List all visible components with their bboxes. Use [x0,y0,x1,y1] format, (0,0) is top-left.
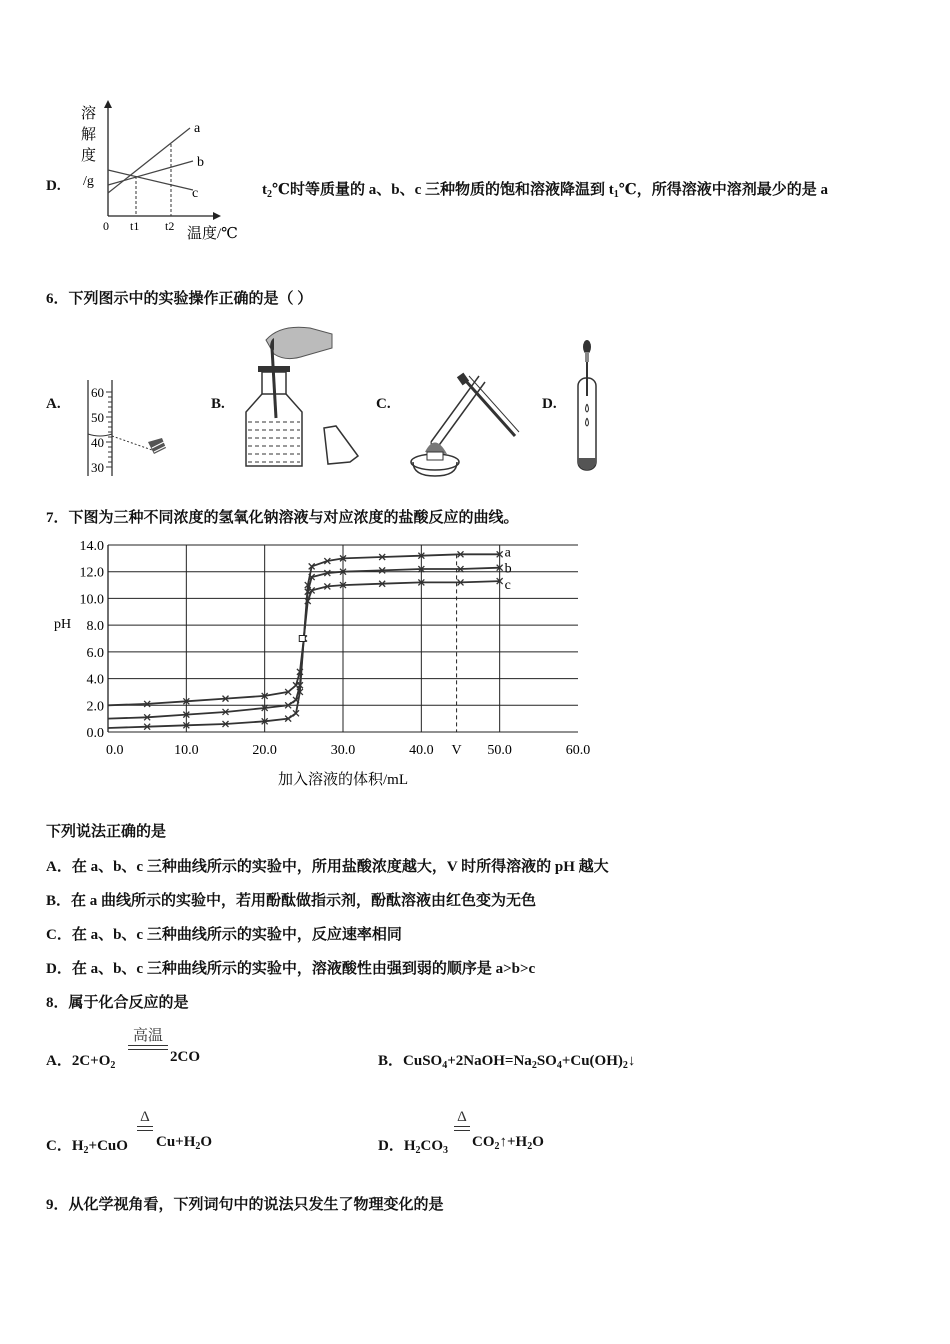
series-c-line [108,581,500,705]
xlabel: 温度/℃ [187,226,238,242]
q8-a-lhs: 2C+O [71,1053,111,1069]
q6-option-d-label: D. [542,396,557,412]
y-tick-label: 2.0 [86,699,104,715]
q6-graduated-cylinder-image [82,378,172,478]
q7-option-b: B．在 a 曲线所示的实验中，若用酚酞做指示剂，酚酞溶液由红色变为无色 [46,893,537,909]
svg-text:30: 30 [91,460,104,475]
curve-label-b: b [197,155,204,170]
x-tick-label: 40.0 [409,743,434,758]
q8-option-b: B．$CuSO_4+2NaOH=Na_2SO_4+Cu(OH)_2↓$ [378,1053,636,1071]
svg-text:50: 50 [91,410,104,425]
curve-label-c: c [192,186,199,201]
q5-option-d-label: D. [46,178,61,194]
q8-a-label: A． [46,1053,72,1069]
q8-a-rhs: 2CO [170,1049,200,1065]
v-marker-label: V [451,743,462,758]
q7-option-d: D．在 a、b、c 三种曲线所示的实验中，溶液酸性由强到弱的顺序是 a>b>c [46,961,536,977]
t2-label: t2 [165,219,175,233]
q8-d-condition: Δ [454,1108,470,1131]
y-tick-label: 4.0 [86,672,104,688]
ylabel-char-2: 解 [81,127,97,143]
q7-stem: 下列说法正确的是 [46,824,167,840]
x-tick-label: 50.0 [487,743,512,758]
q8-question: 8．属于化合反应的是 [46,995,189,1011]
q8-a-condition: 高温 [128,1024,168,1050]
q5-option-d-text: $t_2℃$时等质量的 a、b、c 三种物质的饱和溶液降温到 $t_1℃$，所得溶液中溶剂最少的是 a [262,182,828,200]
x-axis-label: 加入溶液的体积/mL [278,772,408,788]
q6-dropper-tube-image [574,338,604,474]
y-tick-label: 6.0 [86,645,104,661]
solubility-graph [75,98,250,248]
equivalence-point-marker [299,636,305,642]
x-tick-label: 0.0 [106,743,124,758]
q9-question: 9．从化学视角看，下列词句中的说法只发生了物理变化的是 [46,1197,444,1213]
q6-option-c-label: C. [376,396,391,412]
ylabel-char-1: 溶 [81,106,97,122]
curve-a [108,128,190,193]
q6-question: 6．下列图示中的实验操作正确的是（ ） [46,291,313,307]
q7-option-c: C．在 a、b、c 三种曲线所示的实验中，反应速率相同 [46,927,402,943]
q6-heating-test-tube-image [405,362,525,480]
q8-option-a: A．$2C+O_2$ [46,1053,116,1071]
q8-option-c: C．$H_2+CuO$ [46,1138,128,1156]
q7-option-a: A．在 a、b、c 三种曲线所示的实验中，所用盐酸浓度越大，V 时所得溶液的 pH 越大 [46,859,609,875]
y-tick-label: 10.0 [79,592,104,608]
ylabel-char-4: /g [83,174,94,189]
q8-c-rhs: $Cu+H_2O$ [156,1134,213,1152]
series-label-b: b [504,561,512,577]
q7-question: 7．下图为三种不同浓度的氢氧化钠溶液与对应浓度的盐酸反应的曲线。 [46,510,519,526]
ph-titration-chart [40,532,610,792]
y-tick-label: 8.0 [86,619,104,635]
x-axis-arrow [213,212,221,220]
ylabel-char-3: 度 [81,148,97,164]
q6-dropper-bottle-image [240,318,370,473]
y-tick-label: 12.0 [79,565,104,581]
origin-label: 0 [103,219,109,233]
svg-text:60: 60 [91,385,104,400]
curve-label-a: a [194,121,201,136]
t1-label: t1 [130,219,140,233]
y-tick-label: 14.0 [79,539,104,554]
y-axis-label: pH [54,616,72,632]
x-tick-label: 60.0 [565,743,591,758]
q8-c-condition: Δ [137,1108,153,1131]
q6-option-a-label: A. [46,396,61,412]
y-tick-label: 0.0 [86,726,104,741]
q8-d-rhs: $CO_2↑+H_2O$ [472,1134,544,1152]
q6-option-b-label: B. [211,396,225,412]
x-tick-label: 30.0 [330,743,356,758]
x-tick-label: 20.0 [252,743,277,758]
y-axis-arrow [104,100,112,108]
series-label-c: c [504,578,511,594]
q8-option-d: D．$H_2CO_3$ [378,1138,449,1156]
x-tick-label: 10.0 [174,743,199,758]
series-label-a: a [504,545,511,561]
svg-text:40: 40 [91,435,104,450]
